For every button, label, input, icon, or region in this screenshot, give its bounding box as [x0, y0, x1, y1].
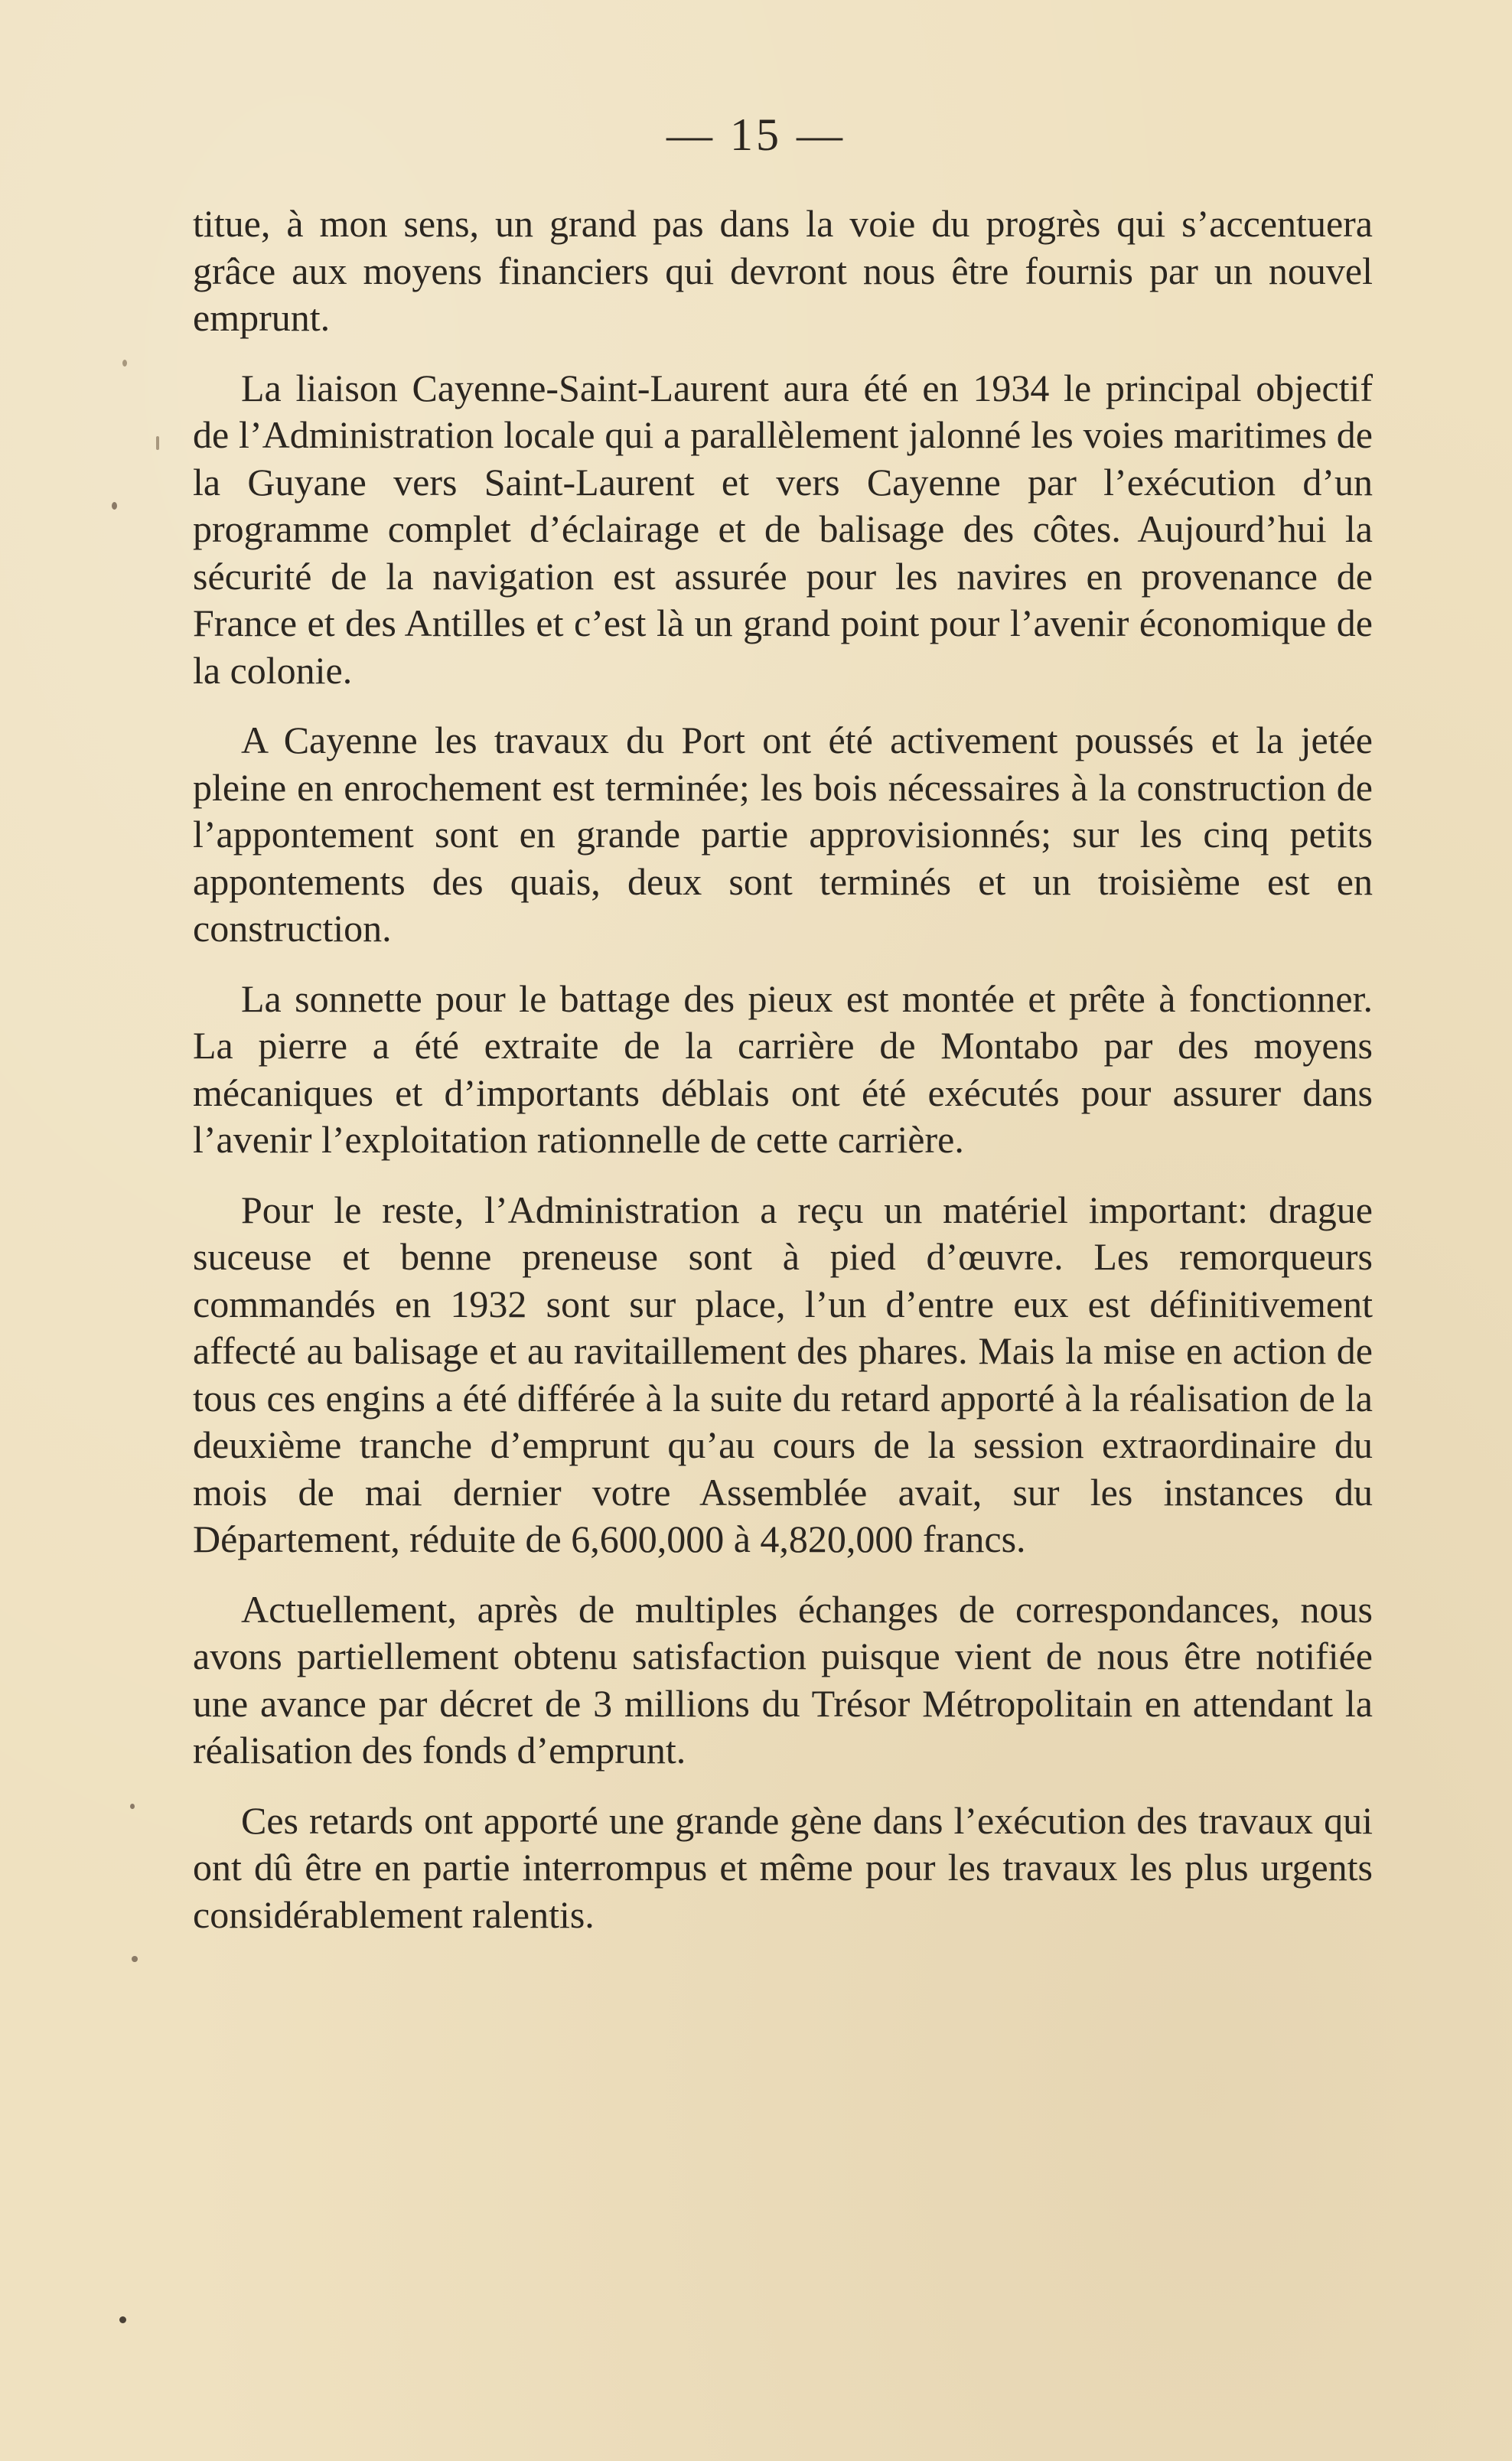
paragraph-2: La liaison Cayenne-Saint-Laurent aura été en 1934 le principal objectif de l’Administration locale qui a parallèlement jalonné les voies maritimes de la Guyane vers Saint-Laurent et vers Cayenne par l’exécution d’un programme complet d’éclairage et de balisage des côtes. Aujourd’hui la sécurité de la navigation est assurée pour les navires en provenance de France et des Antilles et c’est là un grand point pour l’avenir économique de la colonie. [193, 366, 1373, 692]
paragraph-4: La sonnette pour le battage des pieux est montée et prête à fonctionner. La pierre a été extraite de la carrière de Montabo par des moyens mécaniques et d’importants déblais ont été exécutés pour assurer dans l’avenir l’exploitation rationnelle de cette carrière. [193, 976, 1373, 1161]
ink-speck [132, 1956, 138, 1962]
ink-speck [112, 502, 117, 510]
paragraph-7: Ces retards ont apporté une grande gène dans l’exécution des travaux qui ont dû être en partie interrompus et même pour les travaux les plus urgents considérablement ralentis. [193, 1798, 1373, 1936]
page-number: — 15 — [666, 109, 846, 160]
ink-speck [156, 436, 159, 450]
ink-speck [119, 2316, 126, 2323]
paragraph-3: A Cayenne les travaux du Port ont été activement poussés et la jetée pleine en enrochement est terminée; les bois nécessaires à la construction de l’appontement sont en grande partie approvisionnés; sur les cinq petits appontements des quais, deux sont terminés et un troisième est en construction. [193, 719, 1373, 950]
ink-speck [130, 1804, 135, 1809]
ink-speck [122, 360, 127, 367]
body-text [193, 200, 1373, 1961]
paragraph-1: titue, à mon sens, un grand pas dans la voie du progrès qui s’accentuera grâce aux moyens financiers qui devront nous être fournis par un nouvel emprunt. [193, 202, 1373, 339]
paragraph-5: Pour le reste, l’Administration a reçu un matériel important: drague suceuse et benne preneuse sont à pied d’œuvre. Les remorqueurs commandés en 1932 sont sur place, l’un d’entre eux est définitivement affecté au balisage et au ravitaillement des phares. Mais la mise en action de tous ces engins a été différée à la suite du retard apporté à la réalisation de la deuxième tranche d’emprunt qu’au cours de la session extraordinaire du mois de mai dernier votre Assemblée avait, sur les instances du Département, réduite de 6,600,000 à 4,820,000 francs. [193, 1188, 1373, 1560]
paragraph-6: Actuellement, après de multiples échanges de correspondances, nous avons partiellement obtenu satisfaction puisque vient de nous être notifiée une avance par décret de 3 millions du Trésor Métropolitain en attendant la réalisation des fonds d’emprunt. [193, 1587, 1373, 1772]
